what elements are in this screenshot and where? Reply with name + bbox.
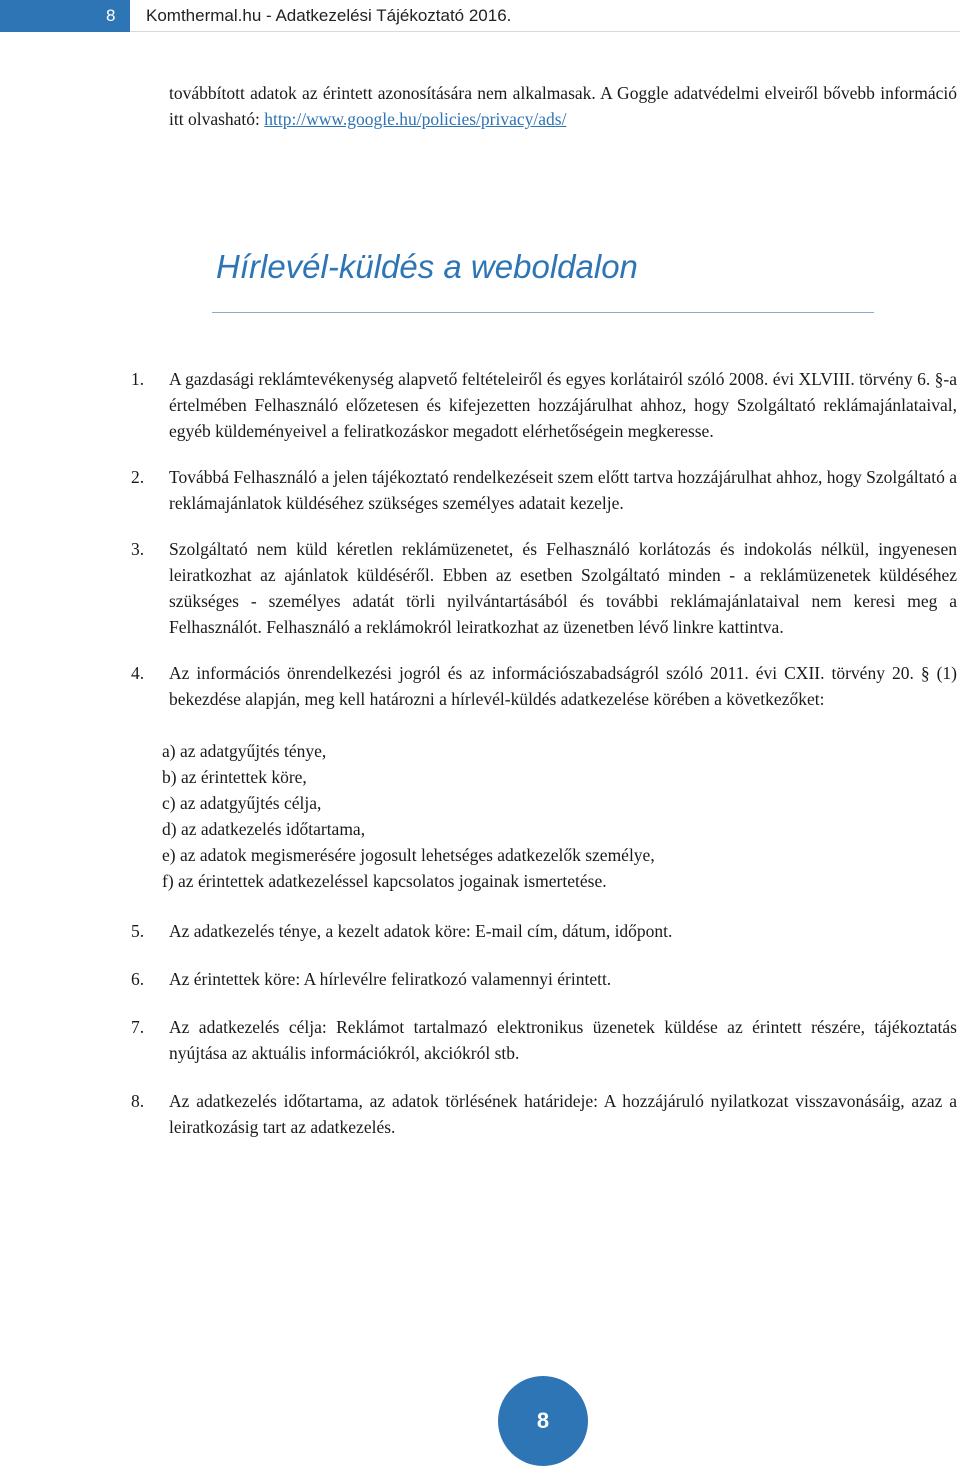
list-item-number: 6.	[131, 969, 145, 989]
numbered-list	[131, 366, 957, 1140]
section-divider	[212, 312, 874, 313]
header-divider	[130, 31, 960, 32]
list-item-text: Az adatkezelés időtartama, az adatok törlésének határideje: A hozzájáruló nyilatkozat visszavonásáig, azaz a leiratkozásig tart az adatkezelés.	[169, 1091, 957, 1137]
header-page-number: 8	[0, 0, 130, 32]
sub-list-item: c) az adatgyűjtés célja,	[162, 793, 322, 813]
list-item	[131, 1088, 957, 1140]
section-title: Hírlevél-küldés a weboldalon	[216, 248, 638, 285]
list-item	[131, 536, 957, 640]
list-item-number: 5.	[131, 921, 145, 941]
footer-page-number: 8	[498, 1376, 588, 1466]
sub-list-container	[131, 738, 957, 894]
list-item-text: Az érintettek köre: A hírlevélre feliratkozó valamennyi érintett.	[169, 969, 612, 989]
list-item	[131, 660, 957, 712]
list-item-number: 1.	[131, 369, 145, 389]
list-item	[131, 966, 957, 992]
list-item	[131, 366, 957, 444]
list-item-text: A gazdasági reklámtevékenység alapvető feltételeiről és egyes korlátairól szóló 2008. évi XLVIII. törvény 6. §-a értelmében Felhasználó előzetesen és kifejezetten hozzájárulhat ahhoz, hogy Szolgáltató reklámajánlataival, egyéb küldeményeivel a feliratkozáskor megadott elérhetőségein megkeresse.	[169, 369, 957, 441]
list-item-number: 2.	[131, 467, 145, 487]
list-item-text: Szolgáltató nem küld kéretlen reklámüzenetet, és Felhasználó korlátozás és indokolás nélkül, ingyenesen leiratkozhat az ajánlatok küldéséről. Ebben az esetben Szolgáltató minden - a reklámüzenetek küldéséhez szükséges - személyes adatát törli nyilvántartásából és további reklámajánlataival nem keresi meg a Felhasználót. Felhasználó a reklámokról leiratkozhat az üzenetben lévő linkre kattintva.	[169, 539, 957, 637]
page-header	[0, 0, 960, 32]
list-item	[131, 1014, 957, 1066]
list-item-number: 7.	[131, 1017, 145, 1037]
list-item-text: Az információs önrendelkezési jogról és az információszabadságról szóló 2011. évi CXII. törvény 20. § (1) bekezdése alapján, meg kell határozni a hírlevél-küldés adatkezelése körében a következőket:	[169, 663, 957, 709]
sub-list-item: f) az érintettek adatkezeléssel kapcsolatos jogainak ismertetése.	[162, 871, 607, 891]
list-item	[131, 918, 957, 944]
intro-paragraph	[169, 80, 957, 132]
sub-list-item: a) az adatgyűjtés ténye,	[162, 741, 327, 761]
intro-block	[169, 80, 957, 132]
list-item	[131, 464, 957, 516]
list-item-text: Az adatkezelés célja: Reklámot tartalmazó elektronikus üzenetek küldése az érintett részére, tájékoztatás nyújtása az aktuális információkról, akciókról stb.	[169, 1017, 957, 1063]
list-item-number: 3.	[131, 539, 145, 559]
header-title: Komthermal.hu - Adatkezelési Tájékoztató 2016.	[146, 6, 512, 25]
google-privacy-link[interactable]: http://www.google.hu/policies/privacy/ads/	[264, 109, 567, 129]
list-item-text: Az adatkezelés ténye, a kezelt adatok köre: E-mail cím, dátum, időpont.	[169, 921, 673, 941]
list-item-number: 8.	[131, 1091, 145, 1111]
sub-list	[162, 738, 957, 894]
sub-list-item: d) az adatkezelés időtartama,	[162, 819, 366, 839]
sub-list-item: e) az adatok megismerésére jogosult lehetséges adatkezelők személye,	[162, 845, 655, 865]
list-item-number: 4.	[131, 663, 145, 683]
intro-text: továbbított adatok az érintett azonosítására nem alkalmasak. A Goggle adatvédelmi elveiről bővebb információ itt olvasható:	[169, 83, 957, 129]
list-item-text: Továbbá Felhasználó a jelen tájékoztató rendelkezéseit szem előtt tartva hozzájárulhat ahhoz, hogy Szolgáltató a reklámajánlatok küldéséhez szükséges személyes adatait kezelje.	[169, 467, 957, 513]
sub-list-item: b) az érintettek köre,	[162, 767, 307, 787]
